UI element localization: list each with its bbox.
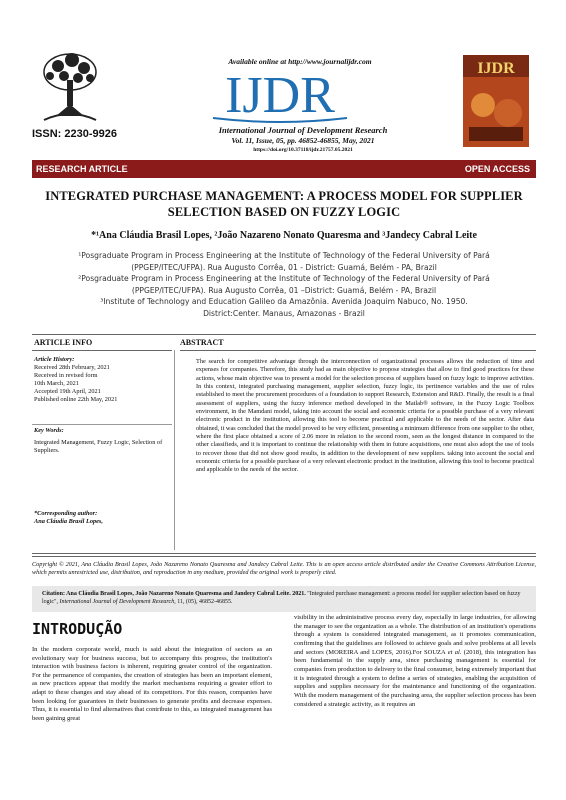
- paper-title: [40, 188, 528, 220]
- journal-title: International Journal of Development Research: [218, 125, 388, 135]
- citation-box: [32, 586, 536, 612]
- intro-right-etal: et al.: [447, 648, 462, 656]
- elsevier-tree-logo: [30, 50, 110, 128]
- corresponding-name: Ana Cláudia Brasil Lopes,: [34, 517, 103, 525]
- affiliation-line: (PPGEP/ITEC/UFPA). Rua Augusto Corrêa, 01 - District: Guamá, Belém - PA, Brazil: [131, 262, 437, 272]
- intro-right-text-a: visibility in the administrative process every day, especially in large industries, for allowing the manager to see the organization as a whole. The distribution of an institution's operations through a system is considered integrated management, as it promotes communication, confirming that the guidelines are followed to achieve goals and solve problems at all levels and sectors (MOREIRA and LOPES, 2016).For SOUZA: [294, 614, 536, 656]
- authors: *¹Ana Cláudia Brasil Lopes, ²João Nazareno Nonato Quaresma and ³Jandecy Cabral Leite: [91, 230, 477, 241]
- article-type-banner: [32, 160, 536, 178]
- introduction-heading: INTRODUÇÃO: [32, 620, 123, 638]
- affiliations: [32, 250, 536, 319]
- corresponding-author: [34, 510, 170, 526]
- ijdr-logo-text: IJDR: [225, 68, 335, 124]
- paper-title-line-1: INTEGRATED PURCHASE MANAGEMENT: A PROCESS MODEL FOR SUPPLIER: [45, 189, 523, 203]
- abstract-text: The search for competitive advantage through the interconnection of organizational processes allows the reduction of time and expenses for companies. Therefore, this study had as main objective to propose strategies that allow to find good practices for these actions, whose main objective was to present a model for the selection process of suppliers based on fuzzy logic to improve activities. In this context, integrated purchasing management, supplier selection, fuzzy logic, its pertinence variables and the use of rules established to meet the procurement procedures of a foundation to support Research, Extension and R&D. Finally, the result is a final assessment of suppliers, using the fuzzy inference method developed in the Matlab® software, in the Fuzzy Logic Toolbox environment, in the Mamdani model, taking into account the social and economic criteria for a possible purchase of a very relevant electronic product in the institution, allowing this tool to become practical and applicable to the needs of the sector. After data obtained, it was concluded that the model proved to be very efficient, presenting a minimum difference from one supplier to the other, where the first place obtained a score of 2.06 more in relation to the second room, seen as the longest distance in compared to the other classifieds, and it is important to continue the relationship with them in future acquisitions, one must also adopt the use of tools to recover those that did not show good results, in addition to the development of new suppliers. taking into account the social and economic criteria for a possible purchase of a very relevant electronic product in the institution, allowing this tool to become practical and applicable to the needs of the sector.: [196, 358, 534, 474]
- intro-right-column: [294, 614, 536, 709]
- section-rule-bottom: [32, 553, 536, 554]
- affiliation-line: ²Posgraduate Program in Process Engineering at the Institute of Technology of the Federal University of Pará: [78, 274, 490, 283]
- doi-link[interactable]: https://doi.org/10.37118/ijdr.21757.05.2021: [253, 147, 353, 153]
- history-line: Accepted 19th April, 2021: [34, 387, 101, 395]
- abstract-rule: [180, 350, 536, 351]
- issn: ISSN: 2230-9926: [32, 128, 117, 140]
- citation-label: Citation: Ana Cláudia Brasil Lopes, João Nazareno Nonato Quaresma and Jandecy Cabral Leite. 2021.: [42, 591, 306, 597]
- section-rule-bottom-2: [32, 556, 536, 557]
- history-line: 10th March, 2021: [34, 379, 79, 387]
- cover-title: IJDR: [477, 60, 515, 77]
- copyright-notice: Copyright © 2021, Ana Cláudia Brasil Lopes, João Nazareno Nonato Quaresma and Jandecy Cabral Leite. This is an open access article distributed under the Creative Commons Attribution License, which permits unrestricted use, distribution, and reproduction in any medium, provided the original work is properly cited.: [32, 561, 536, 576]
- intro-left-column: In the modern corporate world, much is said about the integration of sectors as an evolutionary way for business success, but to accompany this progress, the institution's interaction with business factors is inherent, requiring greater control of the organization. For the permanence of companies, the creation of strategies has been an important element, as new practices appear that modify the market mechanisms requiring a greater effort to adapt to these changes and stay ahead of its competitors. For this reason, companies have been looking for guarantees in their businesses to generate profits and decrease expenses. Thus, it is essential to find alternatives that contribute to this, as integrated management has been gaining great: [32, 646, 272, 722]
- column-divider: [174, 350, 175, 550]
- journal-volume: Vol. 11, Issue, 05, pp. 46852-46855, May, 2021: [231, 136, 375, 145]
- abstract-heading: ABSTRACT: [180, 338, 224, 347]
- affiliation-line: ¹Posgraduate Program in Process Engineering at the Institute of Technology of the Federal University of Pará: [78, 251, 490, 260]
- intro-right-text-b: (2018), this integration has been fundamental in the supply area, since purchasing management is essential for companies from production to delivery to the final consumer, being extremely important that it is integrated through a system to define a series of strategies, enabling the acquisition of supplies and supplies necessary for the maintenance and functioning of the organization. With the modern management of the purchasing area, the supplier selection process has been considered a strategic activity, as it requires an: [294, 648, 537, 708]
- citation-text: "Integrated purchase management: a process model for supplier selection based on fuzzy logic",: [42, 591, 521, 605]
- research-article-label: RESEARCH ARTICLE: [36, 164, 128, 174]
- history-line: Published online 22th May, 2021: [34, 395, 118, 403]
- article-info-heading: ARTICLE INFO: [34, 338, 93, 347]
- citation-journal: International Journal of Development Research: [59, 599, 175, 605]
- journal-cover-image: [463, 55, 529, 147]
- keywords-block: [34, 427, 170, 455]
- info-rule: [32, 424, 172, 425]
- keywords: Integrated Management, Fuzzy Logic, Selection of Suppliers.: [34, 438, 163, 454]
- available-online-text: Available online at http://www.journalijdr.com: [228, 57, 372, 66]
- history-line: Received 28th February, 2021: [34, 363, 110, 371]
- corresponding-label: *Corresponding author:: [34, 510, 98, 517]
- affiliation-line: ³Institute of Technology and Education Galileo da Amazônia. Avenida Joaquim Nabuco, No. 1950.: [100, 297, 468, 306]
- article-history: [34, 356, 170, 403]
- paper-title-line-2: SELECTION BASED ON FUZZY LOGIC: [167, 205, 401, 219]
- citation-tail: , 11, (05), 46852-46855.: [174, 599, 233, 605]
- ijdr-logo: [205, 68, 355, 124]
- history-label: Article History:: [34, 356, 75, 363]
- affiliation-line: (PPGEP/ITEC/UFPA). Rua Augusto Corrêa, 01 –District: Guamá, Belém - PA, Brazil: [131, 285, 437, 295]
- section-rule-top: [32, 334, 536, 335]
- article-info-rule: [32, 350, 172, 351]
- affiliation-line: District:Center. Manaus, Amazonas - Brazil: [203, 308, 365, 318]
- open-access-label: OPEN ACCESS: [464, 164, 530, 174]
- history-line: Received in revised form: [34, 371, 98, 379]
- keywords-label: Key Words:: [34, 427, 64, 434]
